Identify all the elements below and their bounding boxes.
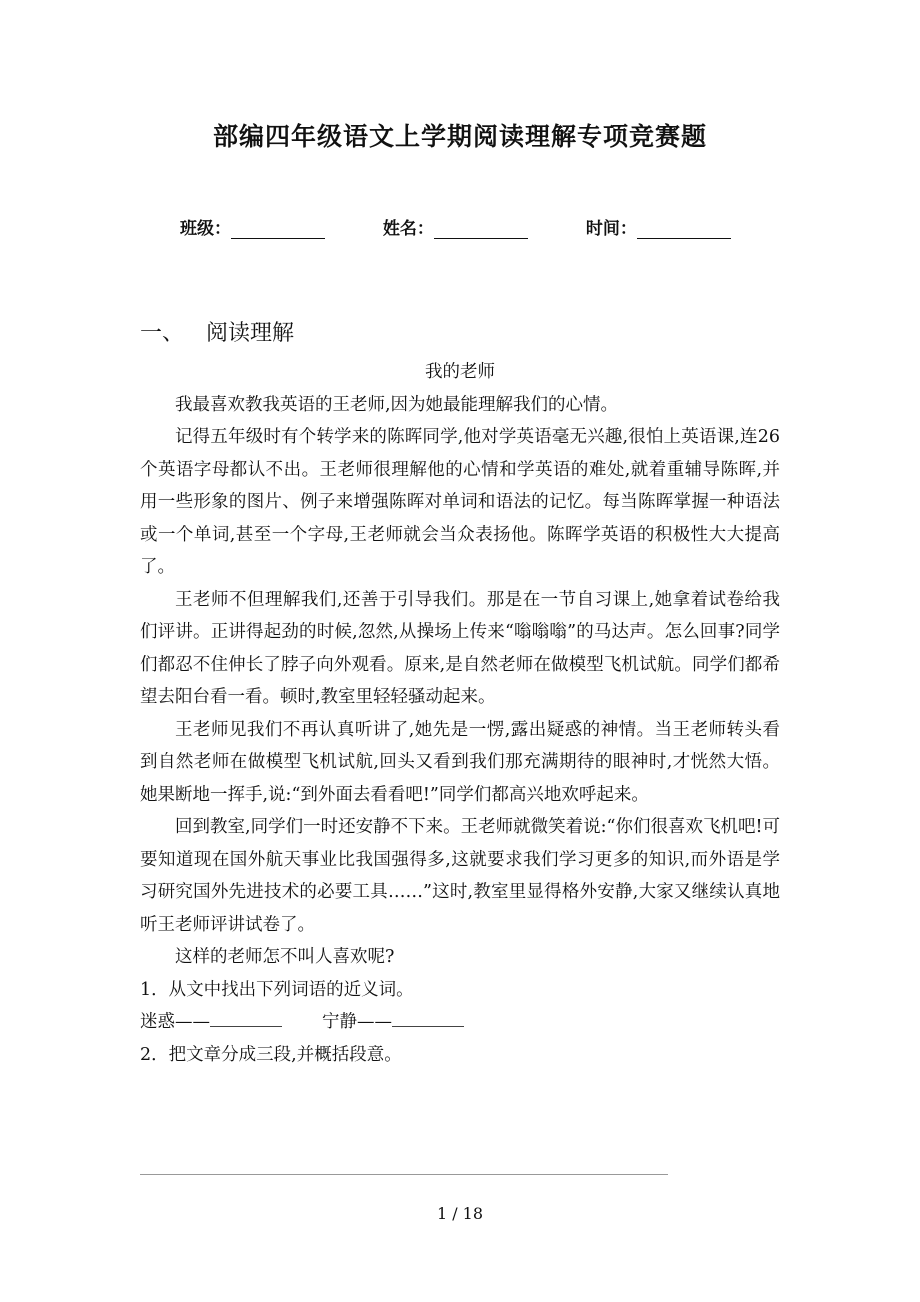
name-blank[interactable]	[434, 220, 528, 239]
paragraph: 王老师不但理解我们,还善于引导我们。那是在一节自习课上,她拿着试卷给我们评讲。正讲得起劲的时候,忽然,从操场上传来“嗡嗡嗡”的马达声。怎么回事?同学们都忍不住伸长了脖子向外观看。原来,是自然老师在做模型飞机试航。同学们都希望去阳台看一看。顿时,教室里轻轻骚动起来。	[140, 589, 780, 707]
question-2: 2．把文章分成三段,并概括段意。	[140, 1044, 402, 1065]
time-field	[586, 214, 731, 239]
page-title: 部编四年级语文上学期阅读理解专项竞赛题	[212, 122, 707, 151]
paragraph: 这样的老师怎不叫人喜欢呢?	[175, 947, 395, 967]
section-number: 一、	[140, 321, 185, 346]
synonym-word-1: 迷惑——	[140, 1012, 210, 1032]
name-field	[383, 214, 528, 239]
article-title: 我的老师	[425, 362, 495, 382]
class-field	[180, 214, 325, 239]
name-label: 姓名：	[382, 219, 434, 239]
section-heading	[140, 316, 294, 347]
paragraph: 回到教室,同学们一时还安静不下来。王老师就微笑着说:“你们很喜欢飞机吧!可要知道现在国外航天事业比我国强得多,这就要求我们学习更多的知识,而外语是学习研究国外先进技术的必要工具……”这时,教室里显得格外安静,大家又继续认真地听王老师评讲试卷了。	[140, 817, 780, 935]
paragraph: 记得五年级时有个转学来的陈晖同学,他对学英语毫无兴趣,很怕上英语课,连26个英语字母都认不出。王老师很理解他的心情和学英语的难处,就着重辅导陈晖,并用一些形象的图片、例子来增强陈晖对单词和语法的记忆。每当陈晖掌握一种语法或一个单词,甚至一个字母,王老师就会当众表扬他。陈晖学英语的积极性大大提高了。	[140, 427, 780, 577]
page-number: 1 / 18	[436, 1204, 484, 1223]
paragraph: 我最喜欢教我英语的王老师,因为她最能理解我们的心情。	[175, 394, 619, 415]
paragraph: 王老师见我们不再认真听讲了,她先是一愣,露出疑惑的神情。当王老师转头看到自然老师在做模型飞机试航,回头又看到我们那充满期待的眼神时,才恍然大悟。她果断地一挥手,说:“到外面去看看吧!”同学们都高兴地欢呼起来。	[140, 719, 780, 805]
synonym-blank-1[interactable]	[210, 1012, 282, 1027]
section-title: 阅读理解	[206, 321, 295, 346]
class-label: 班级：	[180, 219, 231, 239]
footer-divider	[140, 1174, 668, 1175]
reading-passage	[140, 356, 780, 1071]
synonym-word-2: 宁静——	[322, 1012, 392, 1032]
student-info-row	[180, 214, 731, 239]
question-1-items	[140, 1006, 780, 1039]
synonym-blank-2[interactable]	[392, 1012, 464, 1027]
time-label: 时间：	[585, 219, 637, 239]
class-blank[interactable]	[231, 220, 325, 239]
time-blank[interactable]	[637, 220, 731, 239]
question-1: 1．从文中找出下列词语的近义词。	[140, 979, 414, 1000]
